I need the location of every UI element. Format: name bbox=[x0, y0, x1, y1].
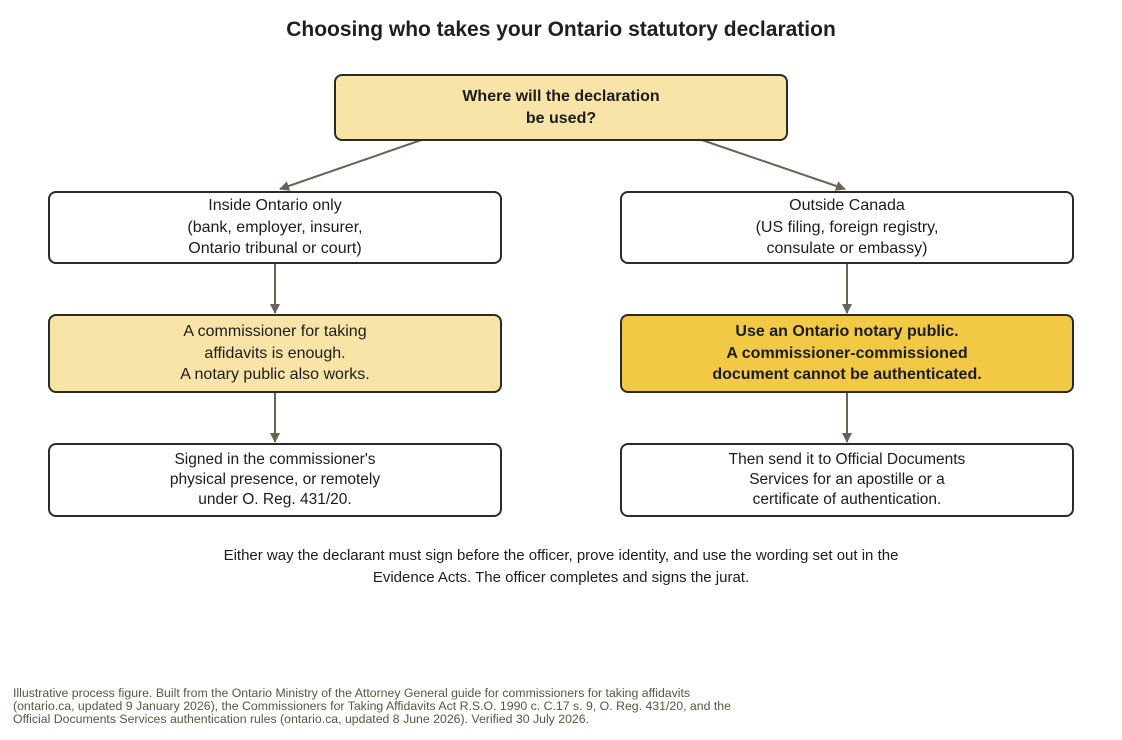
inside-ontario-node bbox=[48, 191, 502, 264]
node-line: Where will the declaration bbox=[462, 88, 660, 105]
note-line: Evidence Acts. The officer completes and signs the jurat. bbox=[372, 568, 750, 586]
node-line: Ontario tribunal or court) bbox=[188, 240, 362, 258]
node-line: Services for an apostille or a bbox=[749, 471, 945, 488]
notary-node bbox=[620, 314, 1074, 393]
signed-node bbox=[48, 443, 502, 517]
node-line: A notary public also works. bbox=[180, 366, 370, 384]
footnote-text bbox=[0, 545, 1122, 588]
node-line: document cannot be authenticated. bbox=[712, 366, 982, 384]
node-line: under O. Reg. 431/20. bbox=[198, 491, 352, 508]
arrow-question-to-outside bbox=[693, 137, 845, 189]
node-line: Outside Canada bbox=[789, 197, 905, 215]
node-line: Inside Ontario only bbox=[208, 197, 342, 215]
node-line: A commissioner-commissioned bbox=[726, 344, 968, 362]
source-line: Official Documents Services authentication rules (ontario.ca, updated 8 June 2026). Verified 30 July 2026. bbox=[13, 712, 590, 727]
node-line: Then send it to Official Documents bbox=[728, 451, 966, 468]
node-line: Use an Ontario notary public. bbox=[735, 323, 959, 341]
node-line: affidavits is enough. bbox=[204, 344, 346, 362]
node-line: A commissioner for taking bbox=[183, 323, 367, 341]
source-citation bbox=[13, 687, 731, 727]
node-line: consulate or embassy) bbox=[766, 240, 928, 258]
outside-canada-node bbox=[620, 191, 1074, 264]
node-line: Signed in the commissioner's bbox=[174, 451, 376, 468]
node-line: physical presence, or remotely bbox=[169, 471, 381, 488]
arrow-question-to-inside bbox=[280, 137, 430, 189]
official-documents-node bbox=[620, 443, 1074, 517]
question-node bbox=[334, 74, 788, 141]
node-line: (US filing, foreign registry, bbox=[755, 218, 939, 236]
node-line: certificate of authentication. bbox=[752, 491, 942, 508]
diagram-title: Choosing who takes your Ontario statutory declaration bbox=[286, 18, 836, 41]
node-line: (bank, employer, insurer, bbox=[187, 218, 363, 236]
source-line: (ontario.ca, updated 9 January 2026), the Commissioners for Taking Affidavits Act R.S.O. 1990 c. C.17 s. 9, O. Reg. 431/20, and the bbox=[13, 699, 731, 714]
source-line: Illustrative process figure. Built from the Ontario Ministry of the Attorney General guide for commissioners for taking affidavits bbox=[13, 686, 691, 700]
note-line: Either way the declarant must sign before the officer, prove identity, and use the wording set out in the bbox=[223, 547, 899, 564]
commissioner-node bbox=[48, 314, 502, 393]
node-line: be used? bbox=[525, 109, 597, 127]
